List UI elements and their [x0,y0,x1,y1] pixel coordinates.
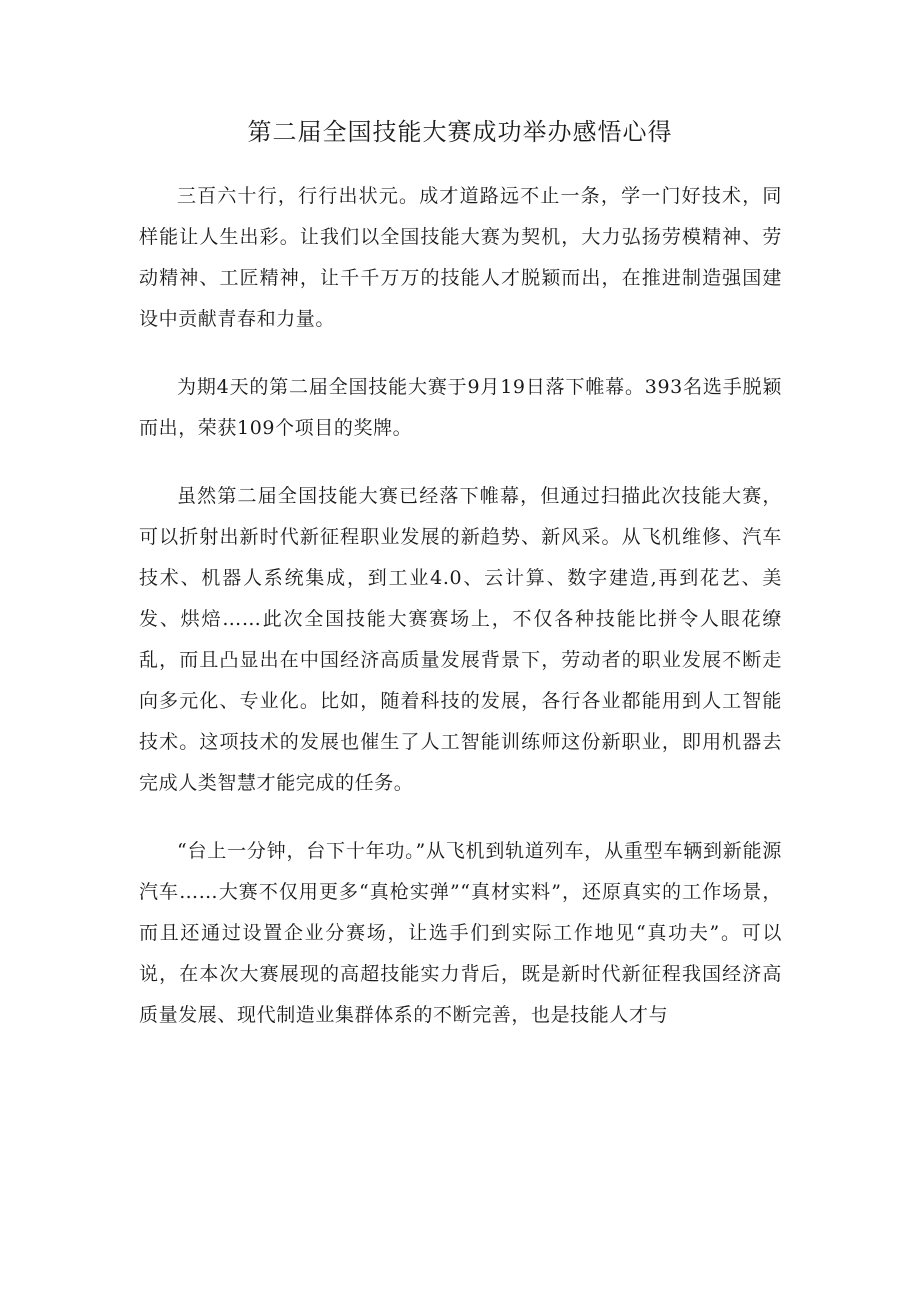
document-title: 第二届全国技能大赛成功举办感悟心得 [247,118,673,146]
paragraph-3: 虽然第二届全国技能大赛已经落下帷幕，但通过扫描此次技能大赛，可以折射出新时代新征程职业发展的新趋势、新风采。从飞机维修、汽车技术、机器人系统集成，到工业4.0、云计算、数字建造,再到花艺、美发、烘焙……此次全国技能大赛赛场上，不仅各种技能比拼令人眼花缭乱，而且凸显出在中国经济高质量发展背景下，劳动者的职业发展不断走向多元化、专业化。比如，随着科技的发展，各行各业都能用到人工智能技术。这项技术的发展也催生了人工智能训练师这份新职业，即用机器去完成人类智慧才能完成的任务。 [139,485,782,794]
paragraph-2: 为期4天的第二届全国技能大赛于9月19日落下帷幕。393名选手脱颖而出，荣获109个项目的奖牌。 [139,376,782,439]
paragraph-4: “台上一分钟，台下十年功。”从飞机到轨道列车，从重型车辆到新能源汽车……大赛不仅用更多“真枪实弹”“真材实料”，还原真实的工作场景，而且还通过设置企业分赛场，让选手们到实际工作地见“真功夫”。可以说，在本次大赛展现的高超技能实力背后，既是新时代新征程我国经济高质量发展、现代制造业集群体系的不断完善，也是技能人才与 [139,840,782,1026]
paragraph-1: 三百六十行，行行出状元。成才道路远不止一条，学一门好技术，同样能让人生出彩。让我们以全国技能大赛为契机，大力弘扬劳模精神、劳动精神、工匠精神，让千千万万的技能人才脱颖而出，在推进制造强国建设中贡献青春和力量。 [139,185,782,330]
document-body [139,176,782,1063]
